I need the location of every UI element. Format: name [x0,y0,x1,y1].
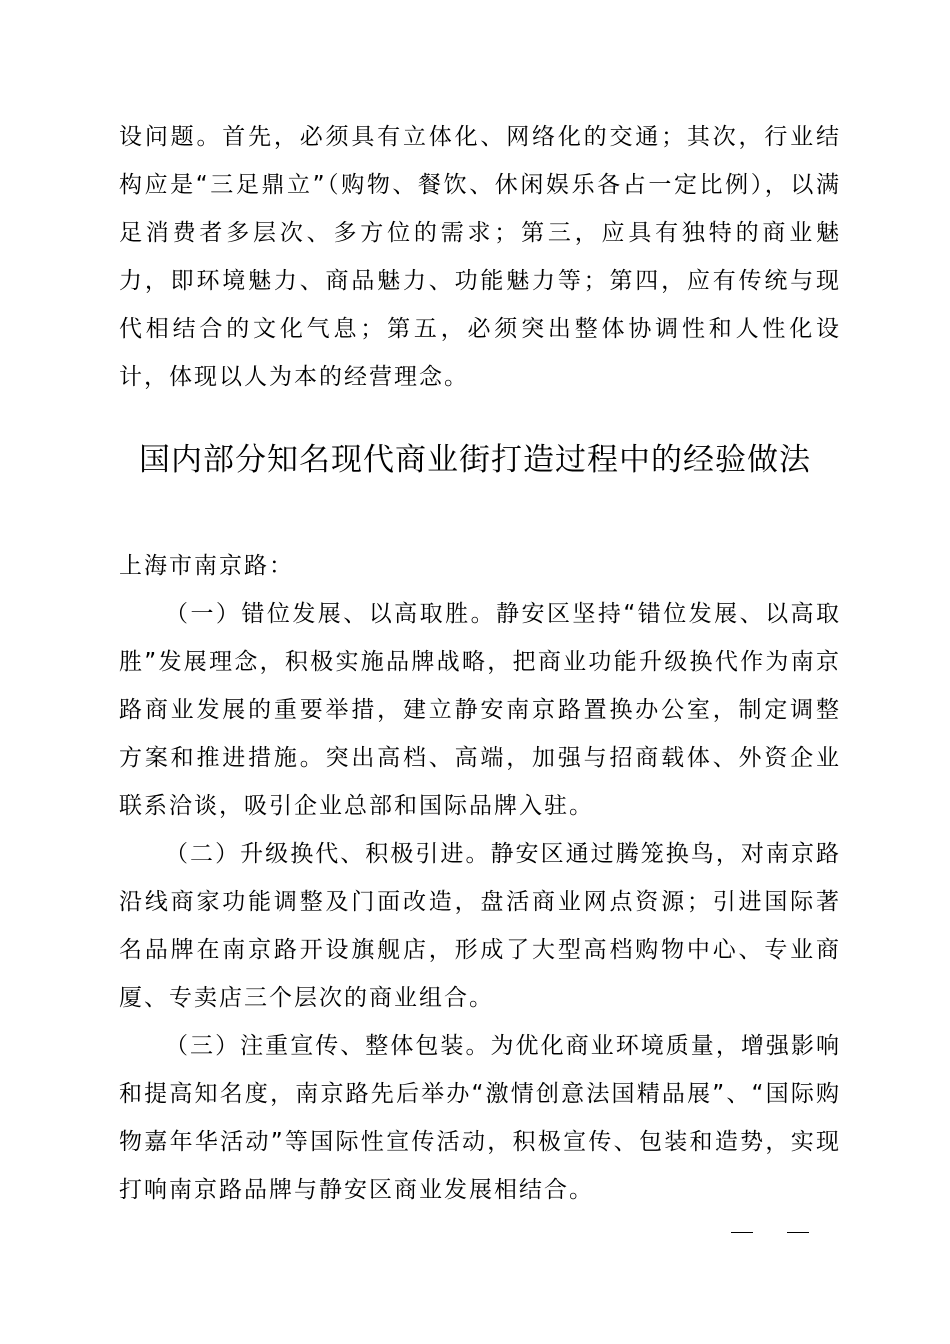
page-number-dash-left [731,1232,753,1233]
city-heading: 上海市南京路： [119,553,294,579]
item-paragraph-3: （三）注重宣传、整体包装。为优化商业环境质量，增强影响和提高知名度，南京路先后举办“激情创意法国精品展”、“国际购物嘉年华活动”等国际性宣传活动，积极宣传、包装和造势，实现打响南京路品牌与静安区商业发展相结合。 [119,1033,841,1203]
item-paragraph-2: （二）升级换代、积极引进。静安区通过腾笼换鸟，对南京路沿线商家功能调整及门面改造，盘活商业网点资源；引进国际著名品牌在南京路开设旗舰店，形成了大型高档购物中心、专业商厦、专卖店三个层次的商业组合。 [119,841,841,1011]
section-title: 国内部分知名现代商业街打造过程中的经验做法 [139,442,811,478]
item-paragraph-1: （一）错位发展、以高取胜。静安区坚持“错位发展、以高取胜”发展理念，积极实施品牌战略，把商业功能升级换代作为南京路商业发展的重要举措，建立静安南京路置换办公室，制定调整方案和推进措施。突出高档、高端，加强与招商载体、外资企业联系洽谈，吸引企业总部和国际品牌入驻。 [119,601,841,819]
page-number-dash-right [787,1232,809,1233]
intro-paragraph: 设问题。首先，必须具有立体化、网络化的交通；其次，行业结构应是“三足鼎立”（购物、餐饮、休闲娱乐各占一定比例），以满足消费者多层次、多方位的需求；第三，应具有独特的商业魅力，即环境魅力、商品魅力、功能魅力等；第四，应有传统与现代相结合的文化气息；第五，必须突出整体协调性和人性化设计，体现以人为本的经营理念。 [119,124,841,390]
